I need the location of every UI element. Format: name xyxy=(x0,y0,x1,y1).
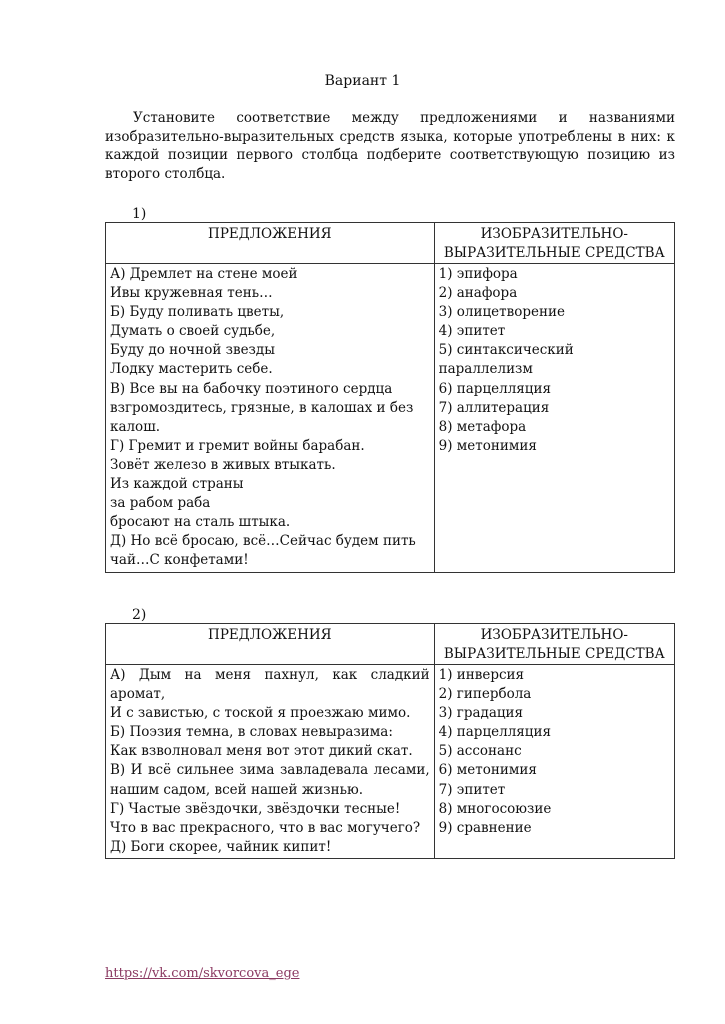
means-item: 5) синтаксический параллелизм xyxy=(438,342,574,378)
task-table xyxy=(105,623,675,859)
sentence-line: Из каждой страны xyxy=(110,476,244,493)
sentence-line: Лодку мастерить себе. xyxy=(110,361,273,378)
means-item: 9) сравнение xyxy=(438,819,532,836)
sentence-line: И с завистью, с тоской я проезжаю мимо. xyxy=(110,705,411,722)
sentences-cell xyxy=(106,264,435,573)
means-cell xyxy=(434,665,674,859)
sentence-line: А) Дремлет на стене моей xyxy=(110,266,298,282)
sentence-line: Д) Боги скорее, чайник кипит! xyxy=(110,838,332,855)
sentence-line: Ивы кружевная тень… xyxy=(110,285,273,302)
sentence-line: Зовёт железо в живых втыкать. xyxy=(110,456,336,473)
task-table xyxy=(105,222,675,573)
task-instructions: Установите соответствие между предложениями и названиями изобразительно-выразительных средств языка, которые употреблены в них: к каждой позиции первого столбца подберите соответствующую позицию из второго столбца. xyxy=(105,110,675,182)
means-item: 6) парцелляция xyxy=(438,380,551,397)
sentence-line: В) И всё сильнее зима завладевала лесами, нашим садом, всей нашей жизнью. xyxy=(110,762,430,798)
sentence-line: за рабом раба xyxy=(110,495,211,512)
sentence-line: Б) Поэзия темна, в словах невыразима: xyxy=(110,724,393,741)
sentence-line: Что в вас прекрасного, что в вас могучего? xyxy=(110,819,421,836)
means-item: 1) эпифора xyxy=(438,266,518,282)
page-title: Вариант 1 xyxy=(324,73,401,89)
means-item: 8) многосоюзие xyxy=(438,800,552,817)
header-sentences: ПРЕДЛОЖЕНИЯ xyxy=(106,624,435,665)
means-item: 6) метонимия xyxy=(438,762,537,779)
sentence-line: В) Все вы на бабочку поэтиного сердца взгромоздитесь, грязные, в калошах и без калош. xyxy=(110,380,414,435)
sentence-line: Д) Но всё бросаю, всё…Сейчас будем пить чай…С конфетами! xyxy=(110,533,416,569)
sentence-line: А) Дым на меня пахнул, как сладкий аромат, xyxy=(110,667,430,703)
means-item: 3) градация xyxy=(438,705,524,722)
means-item: 4) парцелляция xyxy=(438,724,551,741)
sentence-line: Как взволновал меня вот этот дикий скат. xyxy=(110,743,413,760)
means-item: 4) эпитет xyxy=(438,323,506,340)
sentences-cell xyxy=(106,665,435,859)
sentence-line: Б) Буду поливать цветы, xyxy=(110,304,285,321)
means-item: 3) олицетворение xyxy=(438,304,565,321)
footer-link[interactable]: https://vk.com/skvorcova_ege xyxy=(105,966,300,981)
sentence-line: бросают на сталь штыка. xyxy=(110,514,291,531)
means-item: 1) инверсия xyxy=(438,667,525,683)
means-item: 2) гипербола xyxy=(438,686,532,703)
sentence-line: Думать о своей судьбе, xyxy=(110,323,276,340)
header-means: ИЗОБРАЗИТЕЛЬНО-ВЫРАЗИТЕЛЬНЫЕ СРЕДСТВА xyxy=(434,624,674,665)
means-item: 7) эпитет xyxy=(438,781,506,798)
task-number: 1) xyxy=(132,206,147,222)
means-item: 5) ассонанс xyxy=(438,743,522,760)
task-number: 2) xyxy=(132,607,147,623)
means-item: 2) анафора xyxy=(438,285,518,302)
sentence-line: Г) Гремит и гремит войны барабан. xyxy=(110,437,365,454)
means-item: 9) метонимия xyxy=(438,437,537,454)
means-item: 7) аллитерация xyxy=(438,399,550,416)
sentence-line: Буду до ночной звезды xyxy=(110,342,275,359)
means-item: 8) метафора xyxy=(438,418,527,435)
means-cell xyxy=(434,264,674,573)
header-sentences: ПРЕДЛОЖЕНИЯ xyxy=(106,223,435,264)
sentence-line: Г) Частые звёздочки, звёздочки тесные! xyxy=(110,800,401,817)
header-means: ИЗОБРАЗИТЕЛЬНО-ВЫРАЗИТЕЛЬНЫЕ СРЕДСТВА xyxy=(434,223,674,264)
